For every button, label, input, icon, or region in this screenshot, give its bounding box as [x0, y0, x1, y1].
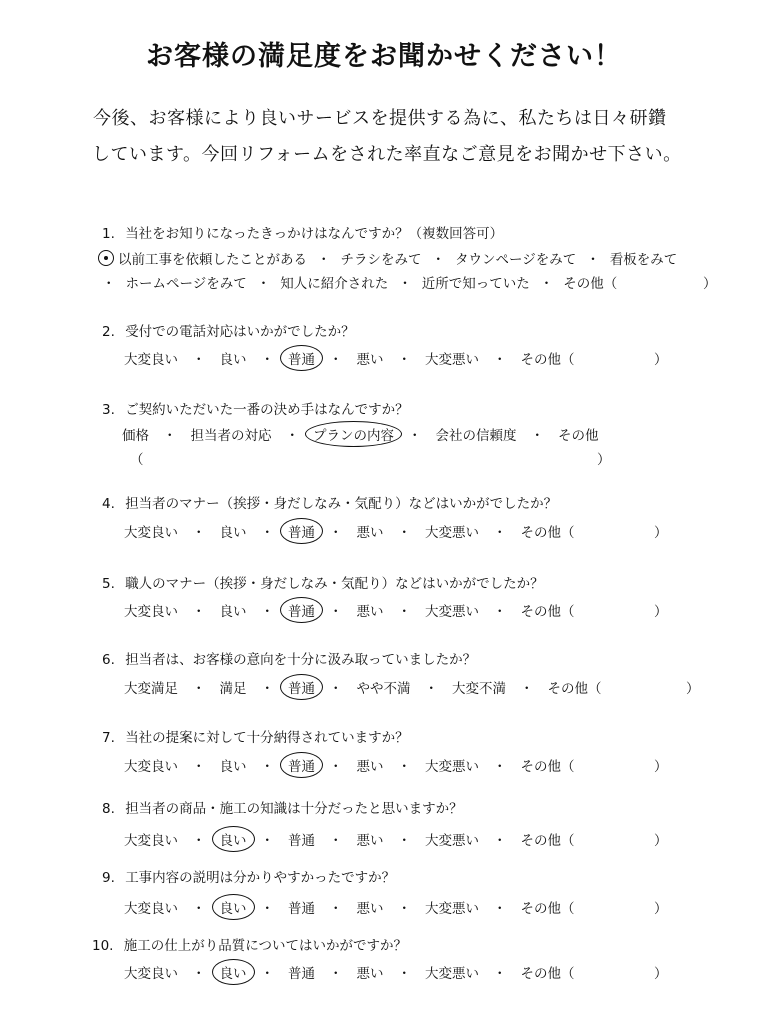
option-very-bad[interactable]: 大変悪い	[425, 352, 479, 368]
separator: ・	[493, 352, 507, 368]
option-very-bad[interactable]: 大変悪い	[425, 833, 479, 849]
option-normal-selected[interactable]: 普通	[280, 345, 323, 371]
separator: ・	[192, 681, 206, 697]
option-very-good[interactable]: 大変良い	[124, 833, 178, 849]
question-text: 担当者のマナー（挨拶・身だしなみ・気配り）などはいかがでしたか？	[125, 496, 558, 512]
option-very-dissatisfied[interactable]: 大変不満	[452, 681, 506, 697]
separator: ・	[192, 833, 206, 849]
option-good[interactable]: 良い	[219, 352, 247, 368]
separator: ・	[493, 759, 507, 775]
question-number: 4.	[102, 496, 115, 512]
intro-line-2: しています。今回リフォームをされた率直なご意見をお聞かせ下さい。	[92, 144, 682, 165]
separator: ・	[539, 276, 554, 292]
question-3	[102, 398, 409, 418]
option-other[interactable]: その他（	[520, 525, 575, 541]
option-other[interactable]: その他	[558, 428, 599, 444]
question-text: ご契約いただいた一番の決め手はなんですか？	[125, 402, 409, 418]
option-bad[interactable]: 悪い	[356, 525, 384, 541]
separator: ・	[493, 833, 507, 849]
option-very-bad[interactable]: 大変悪い	[425, 604, 479, 620]
option-very-good[interactable]: 大変良い	[124, 901, 178, 917]
separator: ・	[192, 901, 206, 917]
separator: ・	[329, 833, 343, 849]
other-close-paren: ）	[686, 681, 700, 697]
option-bad[interactable]: 悪い	[356, 901, 384, 917]
separator: ・	[329, 759, 343, 775]
question-7	[102, 726, 409, 746]
option-homepage[interactable]: ホームページをみて	[125, 276, 247, 292]
option-good-selected[interactable]: 良い	[212, 894, 255, 920]
checked-mark-icon	[98, 250, 114, 266]
question-1	[102, 222, 503, 242]
separator: ・	[329, 604, 343, 620]
option-prior-work[interactable]: 以前工事を依頼したことがある	[118, 252, 307, 268]
question-number: 10.	[92, 938, 114, 954]
separator: ・	[260, 352, 274, 368]
separator: ・	[192, 604, 206, 620]
option-other[interactable]: その他（	[520, 352, 575, 368]
separator: ・	[397, 525, 411, 541]
question-2-options	[124, 348, 575, 368]
question-5	[102, 572, 544, 592]
question-number: 1.	[102, 226, 115, 242]
question-2	[102, 320, 355, 340]
separator: ・	[493, 966, 507, 982]
option-very-good[interactable]: 大変良い	[124, 604, 178, 620]
question-number: 9.	[102, 870, 115, 886]
option-very-good[interactable]: 大変良い	[124, 352, 178, 368]
option-normal[interactable]: 普通	[288, 833, 315, 849]
question-9-options	[124, 897, 575, 917]
question-8	[102, 797, 463, 817]
other-open-paren: （	[130, 452, 144, 468]
separator: ・	[260, 833, 274, 849]
separator: ・	[260, 759, 274, 775]
option-good[interactable]: 良い	[219, 525, 247, 541]
option-good-selected[interactable]: 良い	[212, 826, 255, 852]
option-other[interactable]: その他（	[520, 901, 575, 917]
other-close-paren: ）	[597, 452, 611, 468]
option-very-good[interactable]: 大変良い	[124, 525, 178, 541]
separator: ・	[192, 352, 206, 368]
separator: ・	[163, 428, 177, 444]
separator: ・	[260, 681, 274, 697]
separator: ・	[329, 681, 343, 697]
option-very-bad[interactable]: 大変悪い	[425, 525, 479, 541]
option-very-bad[interactable]: 大変悪い	[425, 966, 479, 982]
separator: ・	[431, 252, 445, 268]
option-company-trust[interactable]: 会社の信頼度	[435, 428, 517, 444]
separator: ・	[329, 901, 343, 917]
option-satisfied[interactable]: 満足	[219, 681, 247, 697]
separator: ・	[398, 276, 412, 292]
separator: ・	[260, 604, 274, 620]
question-number: 5.	[102, 576, 115, 592]
separator: ・	[192, 759, 206, 775]
separator: ・	[397, 833, 411, 849]
question-text: 当社をお知りになったきっかけはなんですか？（複数回答可）	[125, 226, 504, 242]
question-8-options	[124, 829, 575, 849]
option-other[interactable]: その他（	[520, 759, 575, 775]
option-normal[interactable]: 普通	[288, 901, 315, 917]
separator: ・	[329, 966, 343, 982]
separator: ・	[424, 681, 438, 697]
separator: ・	[317, 252, 331, 268]
question-text: 受付での電話対応はいかがでしたか？	[125, 324, 355, 340]
other-close-paren: ）	[654, 759, 668, 775]
separator: ・	[520, 681, 534, 697]
option-bad[interactable]: 悪い	[356, 352, 384, 368]
question-4	[102, 492, 557, 512]
separator: ・	[329, 525, 343, 541]
other-close-paren: ）	[654, 966, 668, 982]
other-close-paren: ）	[654, 604, 668, 620]
other-close-paren: ）	[654, 833, 668, 849]
option-normal-selected[interactable]: 普通	[280, 674, 323, 700]
option-normal-selected[interactable]: 普通	[280, 518, 323, 544]
question-number: 6.	[102, 652, 115, 668]
question-9	[102, 866, 395, 886]
option-other[interactable]: その他（	[563, 276, 618, 292]
separator: ・	[397, 759, 411, 775]
option-neighborhood[interactable]: 近所で知っていた	[421, 276, 530, 292]
separator: ・	[397, 604, 411, 620]
option-staff-response[interactable]: 担当者の対応	[190, 428, 272, 444]
option-plan-content-selected[interactable]: プランの内容	[305, 421, 402, 447]
question-number: 8.	[102, 801, 115, 817]
separator: ・	[102, 276, 116, 292]
separator: ・	[397, 352, 411, 368]
separator: ・	[493, 901, 507, 917]
separator: ・	[260, 525, 274, 541]
option-bad[interactable]: 悪い	[356, 966, 384, 982]
question-10-options	[124, 962, 575, 982]
option-normal[interactable]: 普通	[288, 966, 315, 982]
question-text: 担当者の商品・施工の知識は十分だったと思いますか？	[125, 801, 463, 817]
question-number: 7.	[102, 730, 115, 746]
option-other[interactable]: その他（	[520, 966, 575, 982]
option-very-bad[interactable]: 大変悪い	[425, 759, 479, 775]
option-good[interactable]: 良い	[219, 759, 247, 775]
separator: ・	[192, 525, 206, 541]
separator: ・	[493, 604, 507, 620]
option-price[interactable]: 価格	[122, 428, 149, 444]
option-referral[interactable]: 知人に紹介された	[280, 276, 389, 292]
option-signboard[interactable]: 看板をみて	[609, 252, 678, 268]
question-text: 担当者は、お客様の意向を十分に汲み取っていましたか？	[125, 652, 477, 668]
separator: ・	[329, 352, 343, 368]
separator: ・	[285, 428, 299, 444]
option-very-bad[interactable]: 大変悪い	[425, 901, 479, 917]
separator: ・	[408, 428, 422, 444]
separator: ・	[530, 428, 544, 444]
question-7-options	[124, 755, 575, 775]
option-bad[interactable]: 悪い	[356, 759, 384, 775]
other-close-paren: ）	[654, 352, 668, 368]
intro-line-1: 今後、お客様により良いサービスを提供する為に、私たちは日々研鑽	[93, 108, 667, 129]
option-townpage[interactable]: タウンページをみて	[455, 252, 577, 268]
option-very-good[interactable]: 大変良い	[124, 966, 178, 982]
separator: ・	[192, 966, 206, 982]
question-1-options-row-1	[98, 248, 677, 268]
option-other[interactable]: その他（	[547, 681, 602, 697]
option-bad[interactable]: 悪い	[356, 833, 384, 849]
option-flyer[interactable]: チラシをみて	[340, 252, 422, 268]
option-somewhat-dissatisfied[interactable]: やや不満	[356, 681, 411, 697]
question-10	[92, 934, 407, 954]
separator: ・	[260, 966, 274, 982]
question-5-options	[124, 600, 575, 620]
separator: ・	[397, 901, 411, 917]
separator: ・	[493, 525, 507, 541]
question-1-options-row-2	[102, 272, 617, 292]
question-3-options	[122, 424, 599, 444]
option-bad[interactable]: 悪い	[356, 604, 384, 620]
option-very-good[interactable]: 大変良い	[124, 759, 178, 775]
other-close-paren: ）	[703, 276, 717, 292]
other-close-paren: ）	[654, 901, 668, 917]
option-very-satisfied[interactable]: 大変満足	[124, 681, 178, 697]
option-other[interactable]: その他（	[520, 604, 575, 620]
separator: ・	[397, 966, 411, 982]
question-6	[102, 648, 476, 668]
other-close-paren: ）	[654, 525, 668, 541]
separator: ・	[586, 252, 600, 268]
question-number: 2.	[102, 324, 115, 340]
option-good[interactable]: 良い	[219, 604, 247, 620]
option-good-selected[interactable]: 良い	[212, 959, 255, 985]
option-normal-selected[interactable]: 普通	[280, 597, 323, 623]
option-normal-selected[interactable]: 普通	[280, 752, 323, 778]
separator: ・	[256, 276, 271, 292]
question-text: 当社の提案に対して十分納得されていますか？	[125, 730, 409, 746]
question-text: 職人のマナー（挨拶・身だしなみ・気配り）などはいかがでしたか？	[125, 576, 544, 592]
page-title: お客様の満足度をお聞かせください！	[146, 41, 622, 72]
option-other[interactable]: その他（	[520, 833, 575, 849]
question-text: 工事内容の説明は分かりやすかったですか？	[125, 870, 396, 886]
question-4-options	[124, 521, 575, 541]
question-text: 施工の仕上がり品質についてはいかがですか？	[123, 938, 408, 954]
question-6-options	[124, 677, 602, 697]
separator: ・	[260, 901, 274, 917]
question-number: 3.	[102, 402, 115, 418]
